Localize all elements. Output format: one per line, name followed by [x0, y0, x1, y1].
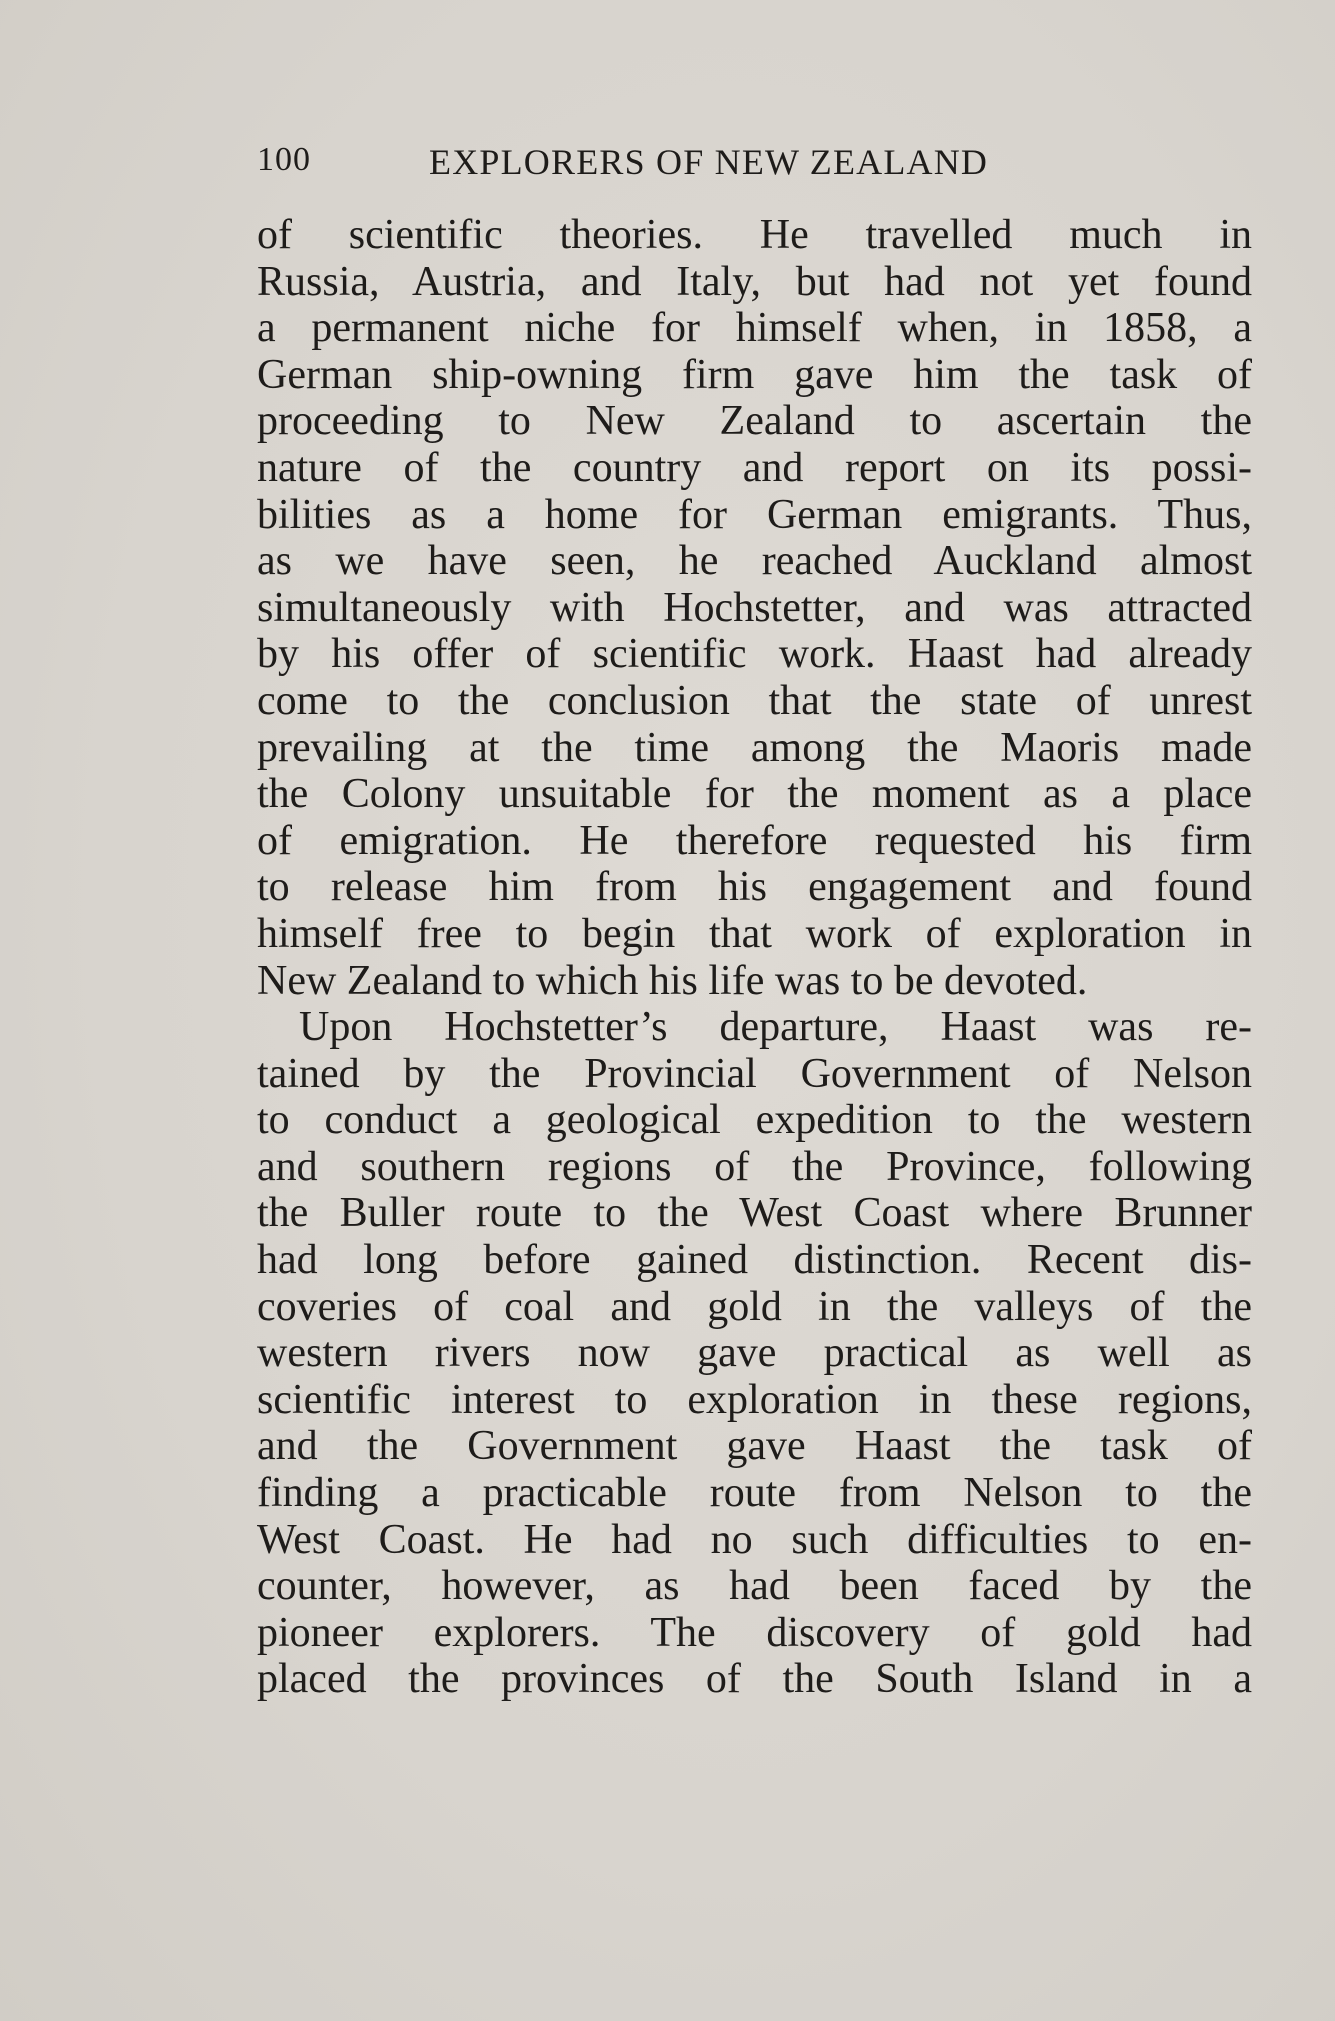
text-line: by his offer of scientific work. Haast had already	[257, 631, 1252, 678]
text-line: scientific interest to exploration in these regions,	[257, 1376, 1252, 1423]
text-line: come to the conclusion that the state of unrest	[257, 677, 1252, 724]
text-line: and the Government gave Haast the task of	[257, 1423, 1252, 1470]
paragraph-end-line: New Zealand to which his life was to be devoted.	[257, 957, 1088, 1004]
text-line: tained by the Provincial Government of Nelson	[257, 1050, 1252, 1097]
text-line: to conduct a geological expedition to the western	[257, 1097, 1252, 1144]
text-line: prevailing at the time among the Maoris made	[257, 724, 1252, 771]
text-line: proceeding to New Zealand to ascertain the	[257, 398, 1252, 445]
text-line: bilities as a home for German emigrants. Thus,	[257, 491, 1252, 538]
text-line: to release him from his engagement and found	[257, 864, 1252, 911]
text-line: nature of the country and report on its possi-	[257, 444, 1252, 491]
text-line: simultaneously with Hochstetter, and was attracted	[257, 584, 1252, 631]
text-line: of emigration. He therefore requested his firm	[257, 817, 1252, 864]
text-line: pioneer explorers. The discovery of gold had	[257, 1609, 1252, 1656]
page-header	[257, 141, 1074, 185]
text-line: Russia, Austria, and Italy, but had not yet found	[257, 258, 1252, 305]
text-line: the Buller route to the West Coast where Brunner	[257, 1190, 1252, 1237]
text-line: the Colony unsuitable for the moment as a place	[257, 771, 1252, 818]
text-line: West Coast. He had no such difficulties to en-	[257, 1516, 1252, 1563]
text-line: finding a practicable route from Nelson to the	[257, 1470, 1252, 1517]
body-text	[257, 212, 1252, 1703]
text-line: German ship-owning firm gave him the task of	[257, 351, 1252, 398]
text-line: placed the provinces of the South Island in a	[257, 1656, 1252, 1703]
paragraph-start-line: Upon Hochstetter’s departure, Haast was re-	[299, 1004, 1252, 1051]
text-line: and southern regions of the Province, following	[257, 1143, 1252, 1190]
text-line: of scientific theories. He travelled much in	[257, 212, 1252, 258]
text-line: himself free to begin that work of exploration in	[257, 910, 1252, 957]
running-head: EXPLORERS OF NEW ZEALAND	[429, 142, 989, 182]
page-number: 100	[257, 141, 311, 178]
text-line: a permanent niche for himself when, in 1858, a	[257, 305, 1252, 352]
text-line: counter, however, as had been faced by the	[257, 1563, 1252, 1610]
text-line: had long before gained distinction. Recent dis-	[257, 1237, 1252, 1284]
text-line: as we have seen, he reached Auckland almost	[257, 538, 1252, 585]
text-line: coveries of coal and gold in the valleys of the	[257, 1283, 1252, 1330]
text-line: western rivers now gave practical as well as	[257, 1330, 1252, 1377]
